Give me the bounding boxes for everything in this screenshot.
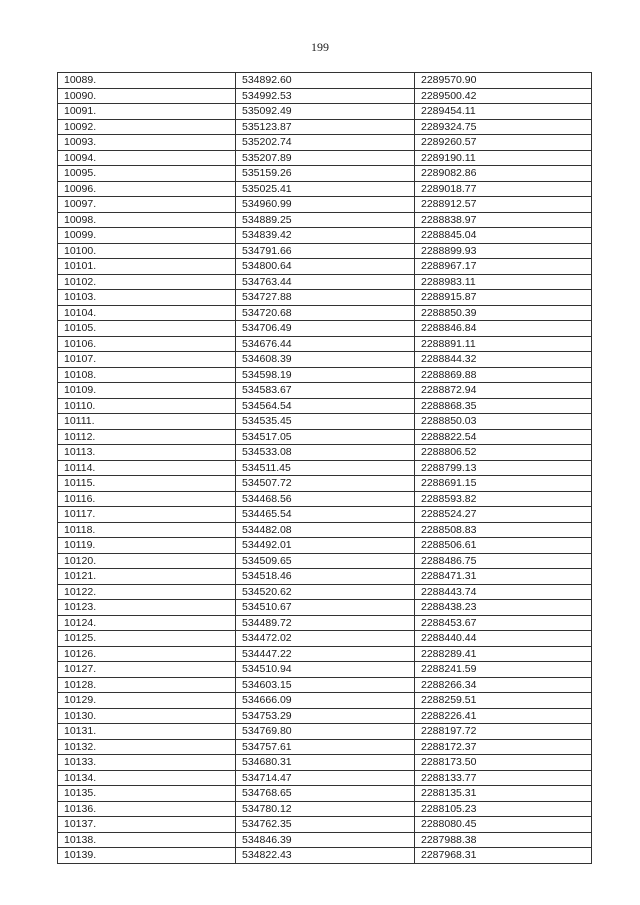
x-coordinate-cell: 534753.29	[236, 708, 415, 724]
y-coordinate-cell: 2288868.35	[415, 398, 592, 414]
point-id-cell: 10105.	[58, 321, 236, 337]
table-row	[58, 631, 592, 647]
x-coordinate-cell: 534992.53	[236, 88, 415, 104]
point-id-cell: 10108.	[58, 367, 236, 383]
y-coordinate-cell: 2288872.94	[415, 383, 592, 399]
x-coordinate-cell: 534447.22	[236, 646, 415, 662]
x-coordinate-cell: 534518.46	[236, 569, 415, 585]
x-coordinate-cell: 534727.88	[236, 290, 415, 306]
y-coordinate-cell: 2288869.88	[415, 367, 592, 383]
x-coordinate-cell: 534489.72	[236, 615, 415, 631]
point-id-cell: 10091.	[58, 104, 236, 120]
point-id-cell: 10117.	[58, 507, 236, 523]
table-row	[58, 739, 592, 755]
table-row	[58, 104, 592, 120]
x-coordinate-cell: 534714.47	[236, 770, 415, 786]
y-coordinate-cell: 2288691.15	[415, 476, 592, 492]
y-coordinate-cell: 2288967.17	[415, 259, 592, 275]
table-row	[58, 274, 592, 290]
x-coordinate-cell: 534492.01	[236, 538, 415, 554]
table-row	[58, 243, 592, 259]
table-row	[58, 212, 592, 228]
table-row	[58, 522, 592, 538]
y-coordinate-cell: 2288172.37	[415, 739, 592, 755]
point-id-cell: 10112.	[58, 429, 236, 445]
x-coordinate-cell: 534472.02	[236, 631, 415, 647]
y-coordinate-cell: 2288838.97	[415, 212, 592, 228]
x-coordinate-cell: 534520.62	[236, 584, 415, 600]
x-coordinate-cell: 534603.15	[236, 677, 415, 693]
table-row	[58, 770, 592, 786]
y-coordinate-cell: 2288912.57	[415, 197, 592, 213]
table-row	[58, 693, 592, 709]
y-coordinate-cell: 2288799.13	[415, 460, 592, 476]
point-id-cell: 10102.	[58, 274, 236, 290]
point-id-cell: 10099.	[58, 228, 236, 244]
x-coordinate-cell: 534780.12	[236, 801, 415, 817]
point-id-cell: 10101.	[58, 259, 236, 275]
point-id-cell: 10133.	[58, 755, 236, 771]
y-coordinate-cell: 2288983.11	[415, 274, 592, 290]
x-coordinate-cell: 534839.42	[236, 228, 415, 244]
table-row	[58, 73, 592, 89]
point-id-cell: 10131.	[58, 724, 236, 740]
point-id-cell: 10120.	[58, 553, 236, 569]
table-row	[58, 150, 592, 166]
table-row	[58, 553, 592, 569]
page-number: 199	[311, 40, 329, 54]
x-coordinate-cell: 534468.56	[236, 491, 415, 507]
point-id-cell: 10100.	[58, 243, 236, 259]
x-coordinate-cell: 534676.44	[236, 336, 415, 352]
table-row	[58, 119, 592, 135]
y-coordinate-cell: 2288850.39	[415, 305, 592, 321]
y-coordinate-cell: 2288443.74	[415, 584, 592, 600]
x-coordinate-cell: 534763.44	[236, 274, 415, 290]
y-coordinate-cell: 2288259.51	[415, 693, 592, 709]
point-id-cell: 10114.	[58, 460, 236, 476]
point-id-cell: 10136.	[58, 801, 236, 817]
point-id-cell: 10094.	[58, 150, 236, 166]
x-coordinate-cell: 534535.45	[236, 414, 415, 430]
y-coordinate-cell: 2288806.52	[415, 445, 592, 461]
point-id-cell: 10139.	[58, 848, 236, 864]
x-coordinate-cell: 534533.08	[236, 445, 415, 461]
x-coordinate-cell: 534762.35	[236, 817, 415, 833]
y-coordinate-cell: 2288080.45	[415, 817, 592, 833]
table-row	[58, 708, 592, 724]
point-id-cell: 10126.	[58, 646, 236, 662]
table-row	[58, 569, 592, 585]
point-id-cell: 10122.	[58, 584, 236, 600]
table-row	[58, 646, 592, 662]
table-row	[58, 476, 592, 492]
point-id-cell: 10097.	[58, 197, 236, 213]
x-coordinate-cell: 535202.74	[236, 135, 415, 151]
point-id-cell: 10095.	[58, 166, 236, 182]
y-coordinate-cell: 2287988.38	[415, 832, 592, 848]
y-coordinate-cell: 2288471.31	[415, 569, 592, 585]
table-row	[58, 817, 592, 833]
x-coordinate-cell: 534791.66	[236, 243, 415, 259]
x-coordinate-cell: 535207.89	[236, 150, 415, 166]
point-id-cell: 10130.	[58, 708, 236, 724]
table-row	[58, 724, 592, 740]
table-row	[58, 445, 592, 461]
y-coordinate-cell: 2288822.54	[415, 429, 592, 445]
table-row	[58, 600, 592, 616]
x-coordinate-cell: 534583.67	[236, 383, 415, 399]
y-coordinate-cell: 2288891.11	[415, 336, 592, 352]
y-coordinate-cell: 2288197.72	[415, 724, 592, 740]
x-coordinate-cell: 534960.99	[236, 197, 415, 213]
x-coordinate-cell: 535159.26	[236, 166, 415, 182]
table-row	[58, 290, 592, 306]
x-coordinate-cell: 534507.72	[236, 476, 415, 492]
table-row	[58, 166, 592, 182]
point-id-cell: 10123.	[58, 600, 236, 616]
point-id-cell: 10128.	[58, 677, 236, 693]
y-coordinate-cell: 2288844.32	[415, 352, 592, 368]
table-row	[58, 786, 592, 802]
x-coordinate-cell: 534510.94	[236, 662, 415, 678]
table-row	[58, 460, 592, 476]
point-id-cell: 10125.	[58, 631, 236, 647]
point-id-cell: 10106.	[58, 336, 236, 352]
y-coordinate-cell: 2288846.84	[415, 321, 592, 337]
y-coordinate-cell: 2288266.34	[415, 677, 592, 693]
x-coordinate-cell: 534757.61	[236, 739, 415, 755]
x-coordinate-cell: 534511.45	[236, 460, 415, 476]
table-row	[58, 584, 592, 600]
x-coordinate-cell: 534889.25	[236, 212, 415, 228]
table-row	[58, 615, 592, 631]
table-row	[58, 507, 592, 523]
table-row	[58, 801, 592, 817]
y-coordinate-cell: 2288438.23	[415, 600, 592, 616]
point-id-cell: 10096.	[58, 181, 236, 197]
table-row	[58, 367, 592, 383]
x-coordinate-cell: 534822.43	[236, 848, 415, 864]
y-coordinate-cell: 2288486.75	[415, 553, 592, 569]
point-id-cell: 10090.	[58, 88, 236, 104]
point-id-cell: 10121.	[58, 569, 236, 585]
x-coordinate-cell: 534482.08	[236, 522, 415, 538]
point-id-cell: 10111.	[58, 414, 236, 430]
table-row	[58, 677, 592, 693]
table-row	[58, 228, 592, 244]
table-row	[58, 662, 592, 678]
x-coordinate-cell: 534800.64	[236, 259, 415, 275]
point-id-cell: 10116.	[58, 491, 236, 507]
x-coordinate-cell: 534892.60	[236, 73, 415, 89]
point-id-cell: 10110.	[58, 398, 236, 414]
y-coordinate-cell: 2288173.50	[415, 755, 592, 771]
y-coordinate-cell: 2288135.31	[415, 786, 592, 802]
point-id-cell: 10124.	[58, 615, 236, 631]
x-coordinate-cell: 535025.41	[236, 181, 415, 197]
y-coordinate-cell: 2288850.03	[415, 414, 592, 430]
y-coordinate-cell: 2289190.11	[415, 150, 592, 166]
point-id-cell: 10134.	[58, 770, 236, 786]
table-row	[58, 398, 592, 414]
x-coordinate-cell: 534564.54	[236, 398, 415, 414]
y-coordinate-cell: 2288241.59	[415, 662, 592, 678]
y-coordinate-cell: 2288133.77	[415, 770, 592, 786]
y-coordinate-cell: 2288289.41	[415, 646, 592, 662]
y-coordinate-cell: 2289082.86	[415, 166, 592, 182]
x-coordinate-cell: 534768.65	[236, 786, 415, 802]
point-id-cell: 10118.	[58, 522, 236, 538]
y-coordinate-cell: 2288845.04	[415, 228, 592, 244]
y-coordinate-cell: 2288506.61	[415, 538, 592, 554]
y-coordinate-cell: 2287968.31	[415, 848, 592, 864]
x-coordinate-cell: 534769.80	[236, 724, 415, 740]
point-id-cell: 10127.	[58, 662, 236, 678]
point-id-cell: 10115.	[58, 476, 236, 492]
point-id-cell: 10104.	[58, 305, 236, 321]
table-row	[58, 429, 592, 445]
y-coordinate-cell: 2289324.75	[415, 119, 592, 135]
table-row	[58, 491, 592, 507]
y-coordinate-cell: 2288226.41	[415, 708, 592, 724]
point-id-cell: 10098.	[58, 212, 236, 228]
x-coordinate-cell: 534608.39	[236, 352, 415, 368]
y-coordinate-cell: 2289570.90	[415, 73, 592, 89]
point-id-cell: 10137.	[58, 817, 236, 833]
y-coordinate-cell: 2288453.67	[415, 615, 592, 631]
x-coordinate-cell: 534517.05	[236, 429, 415, 445]
x-coordinate-cell: 534720.68	[236, 305, 415, 321]
table-row	[58, 538, 592, 554]
point-id-cell: 10129.	[58, 693, 236, 709]
y-coordinate-cell: 2288899.93	[415, 243, 592, 259]
x-coordinate-cell: 534509.65	[236, 553, 415, 569]
table-row	[58, 197, 592, 213]
x-coordinate-cell: 534846.39	[236, 832, 415, 848]
coordinates-table	[57, 72, 592, 864]
coordinates-table-body	[58, 73, 592, 864]
y-coordinate-cell: 2288593.82	[415, 491, 592, 507]
point-id-cell: 10093.	[58, 135, 236, 151]
point-id-cell: 10092.	[58, 119, 236, 135]
y-coordinate-cell: 2289454.11	[415, 104, 592, 120]
point-id-cell: 10119.	[58, 538, 236, 554]
table-row	[58, 181, 592, 197]
table-row	[58, 135, 592, 151]
y-coordinate-cell: 2289260.57	[415, 135, 592, 151]
table-row	[58, 336, 592, 352]
point-id-cell: 10089.	[58, 73, 236, 89]
x-coordinate-cell: 534598.19	[236, 367, 415, 383]
point-id-cell: 10103.	[58, 290, 236, 306]
x-coordinate-cell: 534510.67	[236, 600, 415, 616]
y-coordinate-cell: 2288440.44	[415, 631, 592, 647]
table-row	[58, 383, 592, 399]
table-row	[58, 88, 592, 104]
table-row	[58, 848, 592, 864]
point-id-cell: 10138.	[58, 832, 236, 848]
x-coordinate-cell: 535092.49	[236, 104, 415, 120]
x-coordinate-cell: 534666.09	[236, 693, 415, 709]
table-row	[58, 414, 592, 430]
point-id-cell: 10107.	[58, 352, 236, 368]
x-coordinate-cell: 535123.87	[236, 119, 415, 135]
table-row	[58, 321, 592, 337]
table-row	[58, 352, 592, 368]
y-coordinate-cell: 2288915.87	[415, 290, 592, 306]
y-coordinate-cell: 2288508.83	[415, 522, 592, 538]
table-row	[58, 259, 592, 275]
y-coordinate-cell: 2288524.27	[415, 507, 592, 523]
x-coordinate-cell: 534706.49	[236, 321, 415, 337]
point-id-cell: 10113.	[58, 445, 236, 461]
table-row	[58, 755, 592, 771]
table-row	[58, 305, 592, 321]
y-coordinate-cell: 2289018.77	[415, 181, 592, 197]
point-id-cell: 10109.	[58, 383, 236, 399]
x-coordinate-cell: 534465.54	[236, 507, 415, 523]
y-coordinate-cell: 2289500.42	[415, 88, 592, 104]
table-row	[58, 832, 592, 848]
point-id-cell: 10135.	[58, 786, 236, 802]
point-id-cell: 10132.	[58, 739, 236, 755]
x-coordinate-cell: 534680.31	[236, 755, 415, 771]
y-coordinate-cell: 2288105.23	[415, 801, 592, 817]
